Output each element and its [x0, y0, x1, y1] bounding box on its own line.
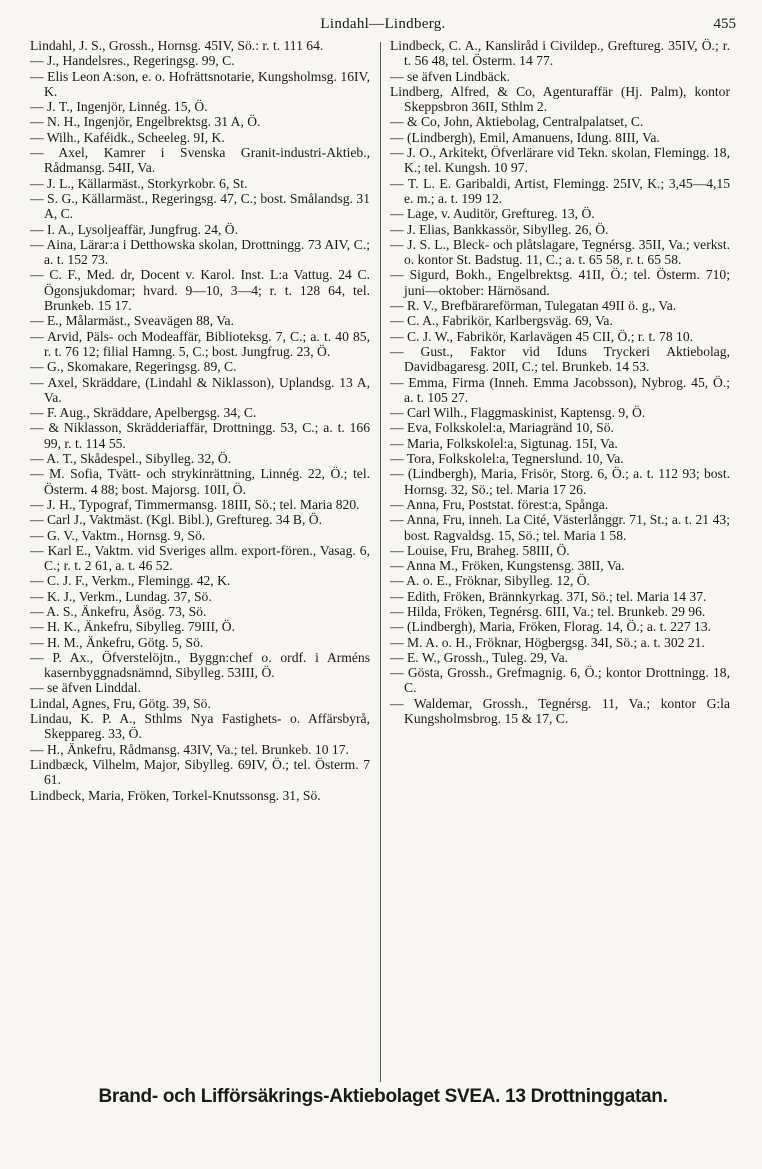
- page-header: [30, 14, 736, 36]
- directory-entry: — H., Änkefru, Rådmansg. 43IV, Va.; tel. Brunkeb. 10 17.: [30, 741, 349, 757]
- directory-entry: — Sigurd, Bokh., Engelbrektsg. 41II, Ö.; tel. Österm. 710; juni—oktober: Härnösand.: [390, 267, 730, 298]
- directory-entry: Lindal, Agnes, Fru, Götg. 39, Sö.: [30, 695, 211, 711]
- directory-entry: — Axel, Kamrer i Svenska Granit-industri-Aktieb., Rådmansg. 54II, Va.: [30, 145, 370, 176]
- directory-entry: — Aina, Lärar:a i Detthowska skolan, Drottningg. 73 AIV, C.; a. t. 152 73.: [30, 236, 370, 268]
- directory-entry: — & Niklasson, Skrädderiaffär, Drottningg. 53, C.; a. t. 166 99, r. t. 114 55.: [30, 420, 370, 451]
- directory-entry: — Anna, Fru, Poststat. förest:a, Spånga.: [390, 496, 609, 512]
- directory-entry: — Arvid, Päls- och Modeaffär, Biblioteksg. 7, C.; a. t. 40 85, r. t. 76 12; filial Hamng. 5, C.; bost. Jungfrug. 23, Ö.: [30, 328, 370, 359]
- directory-entry: — C. J. W., Fabrikör, Karlavägen 45 CII, Ö.; r. t. 78 10.: [390, 328, 694, 344]
- directory-entry: — se äfven Linddal.: [30, 680, 141, 696]
- directory-entry: — Anna M., Fröken, Kungstensg. 38II, Va.: [390, 558, 625, 574]
- directory-entry: Lindbeck, C. A., Kansliråd i Civildep., Greftureg. 35IV, Ö.; r. t. 56 48, tel. Österm. 14 77.: [390, 38, 730, 69]
- right-column: [390, 38, 730, 726]
- running-title: Lindahl—Lindberg.: [320, 16, 446, 32]
- directory-entry: Lindahl, J. S., Grossh., Hornsg. 45IV, Sö.: r. t. 111 64.: [30, 38, 324, 53]
- directory-entry: — Eva, Folkskolel:a, Mariagränd 10, Sö.: [390, 420, 614, 436]
- directory-entry: Lindberg, Alfred, & Co, Agenturaffär (Hj. Palm), kontor Skeppsbron 36II, Sthlm 2.: [390, 83, 730, 115]
- directory-entry: — J., Handelsres., Regeringsg. 99, C.: [30, 53, 235, 69]
- directory-entry: — A. S., Änkefru, Åsög. 73, Sö.: [30, 603, 207, 619]
- directory-entry: — Carl Wilh., Flaggmaskinist, Kaptensg. 9, Ö.: [390, 405, 646, 421]
- directory-entry: — & Co, John, Aktiebolag, Centralpalatset, C.: [390, 114, 644, 130]
- directory-entry: — Carl J., Vaktmäst. (Kgl. Bibl.), Greftureg. 34 B, Ö.: [30, 512, 322, 528]
- directory-entry: — Gösta, Grossh., Grefmagnig. 6, Ö.; kontor Drottningg. 18, C.: [390, 665, 730, 696]
- directory-entry: — E., Målarmäst., Sveavägen 88, Va.: [30, 313, 234, 329]
- directory-entry: — Waldemar, Grossh., Tegnérsg. 11, Va.; kontor G:la Kungsholmsbrog. 15 & 17, C.: [390, 695, 730, 727]
- directory-entry: — M. Sofia, Tvätt- och strykinrättning, Linnég. 22, Ö.; tel. Österm. 4 88; bost. Majorsg. 10II, Ö.: [30, 466, 370, 497]
- directory-entry: — R. V., Brefbärareförman, Tulegatan 49II ö. g., Va.: [390, 298, 677, 314]
- directory-entry: — H. K., Änkefru, Sibylleg. 79III, Ö.: [30, 619, 236, 635]
- directory-entry: — Wilh., Kaféidk., Scheeleg. 9I, K.: [30, 129, 225, 145]
- directory-entry: Lindau, K. P. A., Sthlms Nya Fastighets- o. Affärsbyrå, Skeppareg. 33, Ö.: [30, 711, 370, 742]
- directory-entry: — se äfven Lindbäck.: [390, 68, 511, 84]
- directory-entry: — Tora, Folkskolel:a, Tegnerslund. 10, Va.: [390, 451, 624, 467]
- directory-entry: Lindbeck, Maria, Fröken, Torkel-Knutssonsg. 31, Sö.: [30, 787, 321, 803]
- directory-entry: Lindbæck, Vilhelm, Major, Sibylleg. 69IV, Ö.; tel. Österm. 7 61.: [30, 756, 370, 788]
- columns: [30, 38, 736, 1086]
- directory-entry: — Edith, Fröken, Brännkyrkag. 37I, Sö.; tel. Maria 14 37.: [390, 588, 707, 604]
- directory-entry: — Louise, Fru, Braheg. 58III, Ö.: [390, 542, 570, 558]
- directory-entry: — K. J., Verkm., Lundag. 37, Sö.: [30, 588, 212, 604]
- footer-advertisement: Brand- och Lifförsäkrings-Aktiebolaget SVEA. 13 Drottninggatan.: [98, 1086, 668, 1107]
- directory-entry: — Anna, Fru, inneh. La Cité, Västerlånggr. 71, St.; a. t. 21 43; bost. Ragvaldsg. 15, Sö.; tel. Maria 1 58.: [390, 512, 730, 543]
- directory-entry: — Hilda, Fröken, Tegnérsg. 6III, Va.; tel. Brunkeb. 29 96.: [390, 603, 706, 619]
- directory-entry: — A. o. E., Fröknar, Sibylleg. 12, Ö.: [390, 573, 590, 589]
- directory-page: [30, 14, 736, 1086]
- directory-entry: — E. W., Grossh., Tuleg. 29, Va.: [390, 649, 569, 665]
- directory-entry: — M. A. o. H., Fröknar, Högbergsg. 34I, Sö.; a. t. 302 21.: [390, 634, 705, 650]
- directory-entry: — G. V., Vaktm., Hornsg. 9, Sö.: [30, 527, 206, 543]
- directory-entry: — J. Elias, Bankkassör, Sibylleg. 26, Ö.: [390, 221, 609, 237]
- column-divider: [380, 42, 381, 1082]
- directory-entry: — F. Aug., Skräddare, Apelbergsg. 34, C.: [30, 405, 257, 421]
- directory-entry: — J. T., Ingenjör, Linnég. 15, Ö.: [30, 99, 208, 115]
- directory-entry: — J. H., Typograf, Timmermansg. 18III, Sö.; tel. Maria 820.: [30, 496, 360, 512]
- directory-entry: — T. L. E. Garibaldi, Artist, Flemingg. 25IV, K.; 3,45—4,15 e. m.; a. t. 199 12.: [390, 175, 730, 206]
- directory-entry: — C. F., Med. dr, Docent v. Karol. Inst. L:a Vattug. 24 C. Ögonsjukdomar; hvard. 9—10, 3—4; r. t. 128 64, tel. Brunkeb. 15 17.: [30, 267, 370, 314]
- directory-entry: — Lage, v. Auditör, Greftureg. 13, Ö.: [390, 206, 595, 222]
- directory-entry: — Axel, Skräddare, (Lindahl & Niklasson), Uplandsg. 13 A, Va.: [30, 374, 370, 405]
- directory-entry: — P. Ax., Öfverstelöjtn., Byggn:chef o. ordf. i Arméns kasernbyggnadsnämnd, Sibylleg. 53III, Ö.: [30, 649, 370, 681]
- directory-entry: — H. M., Änkefru, Götg. 5, Sö.: [30, 634, 204, 650]
- directory-entry: — (Lindbergh), Maria, Frisör, Storg. 6, Ö.; a. t. 112 93; bost. Hornsg. 32, Sö.; tel. Maria 17 26.: [390, 466, 730, 497]
- directory-entry: — C. J. F., Verkm., Flemingg. 42, K.: [30, 573, 231, 589]
- directory-entry: — Maria, Folkskolel:a, Sigtunag. 15I, Va.: [390, 435, 618, 451]
- directory-entry: — J. S. L., Bleck- och plåtslagare, Tegnérsg. 35II, Va.; verkst. o. kontor St. Badstug. 11, C.; a. t. 65 58, r. t. 65 58.: [390, 236, 730, 268]
- directory-entry: — (Lindbergh), Emil, Amanuens, Idung. 8III, Va.: [390, 129, 660, 145]
- directory-entry: — A. T., Skådespel., Sibylleg. 32, Ö.: [30, 451, 232, 467]
- directory-entry: — N. H., Ingenjör, Engelbrektsg. 31 A, Ö.: [30, 114, 261, 130]
- directory-entry: — (Lindbergh), Maria, Fröken, Florag. 14, Ö.; a. t. 227 13.: [390, 619, 712, 635]
- directory-entry: — C. A., Fabrikör, Karlbergsväg. 69, Va.: [390, 313, 613, 329]
- directory-entry: — Gust., Faktor vid Iduns Tryckeri Aktiebolag, Davidbagaresg. 20II, C.; tel. Brunkeb. 14 53.: [390, 343, 730, 375]
- directory-entry: — I. A., Lysoljeaffär, Jungfrug. 24, Ö.: [30, 221, 238, 237]
- directory-entry: — S. G., Källarmäst., Regeringsg. 47, C.; bost. Smålandsg. 31 A, C.: [30, 190, 370, 222]
- page-number: 455: [713, 16, 736, 32]
- left-column: [30, 38, 370, 803]
- directory-entry: — J. O., Arkitekt, Öfverlärare vid Tekn. skolan, Flemingg. 18, K.; tel. Kungsh. 10 97.: [390, 145, 730, 176]
- directory-entry: — Emma, Firma (Inneh. Emma Jacobsson), Nybrog. 45, Ö.; a. t. 105 27.: [390, 374, 730, 405]
- directory-entry: — G., Skomakare, Regeringsg. 89, C.: [30, 359, 237, 375]
- directory-entry: — Elis Leon A:son, e. o. Hofrättsnotarie, Kungsholmsg. 16IV, K.: [30, 68, 370, 99]
- directory-entry: — Karl E., Vaktm. vid Sveriges allm. export-fören., Vasag. 6, C.; r. t. 2 61, a. t. 46 52.: [30, 542, 370, 574]
- directory-entry: — J. L., Källarmäst., Storkyrkobr. 6, St.: [30, 175, 248, 191]
